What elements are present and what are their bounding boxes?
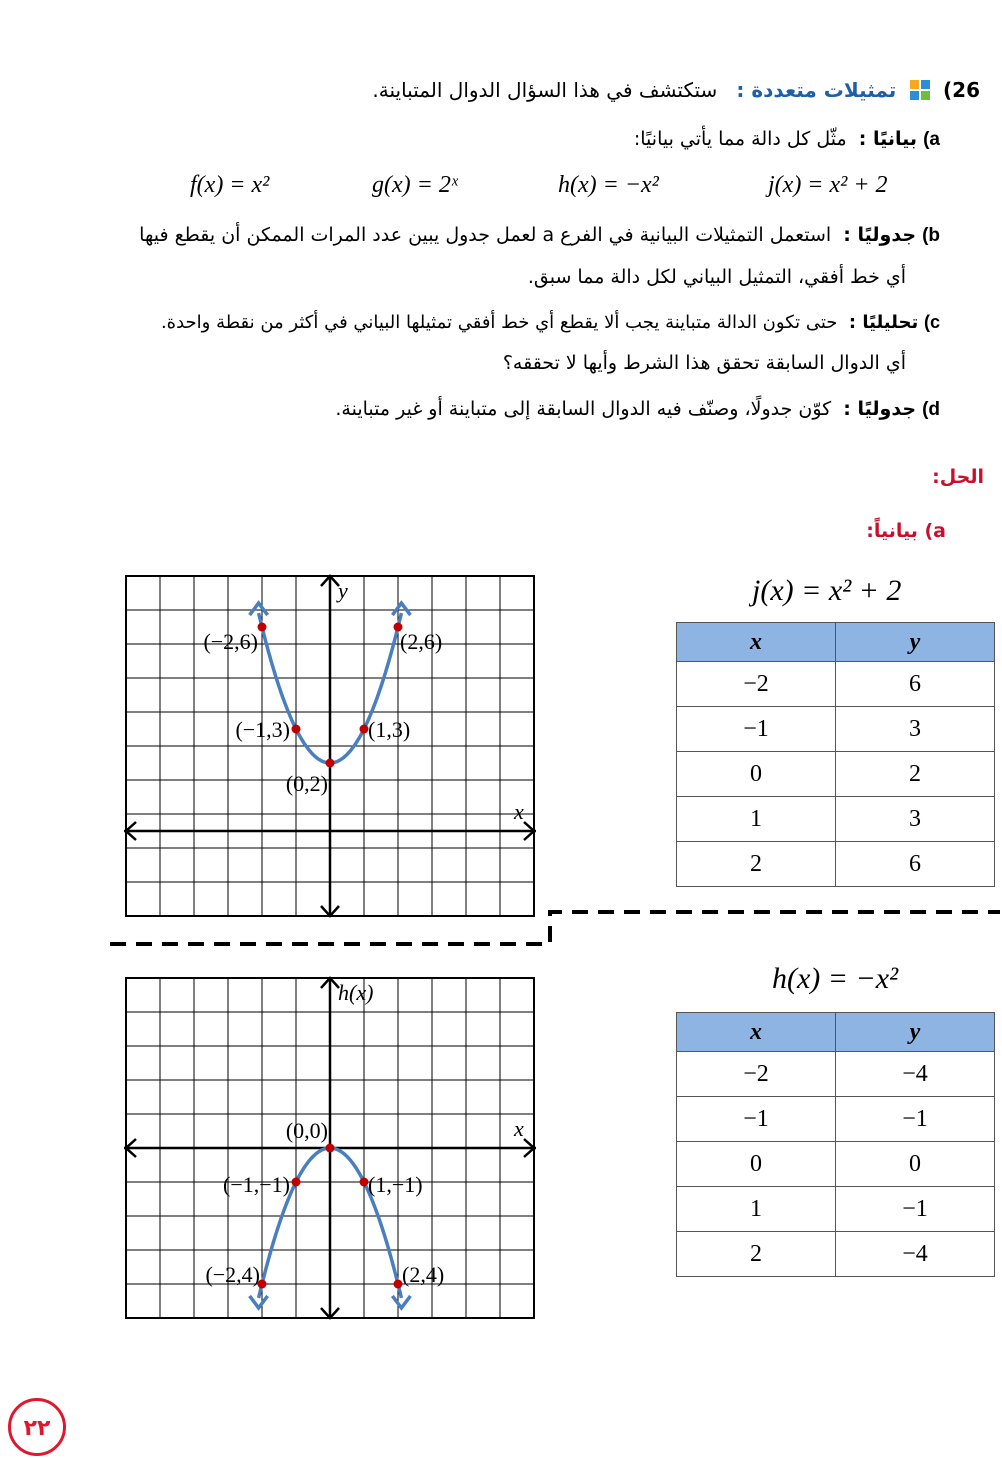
part-label: بيانيًا : [858,128,918,150]
topic-label: تمثيلات متعددة : [736,78,897,102]
table-cell: −1 [836,1187,995,1232]
function-h: h(x) = −x² [558,172,659,198]
graph-h [118,972,538,1340]
table-row [677,842,995,887]
question-number: 26) [943,78,980,102]
table-cell: 6 [836,662,995,707]
data-point [326,1144,335,1153]
part-letter: c) [923,312,940,332]
part-c [10,312,940,333]
question-intro: ستكتشف في هذا السؤال الدوال المتباينة. [372,78,718,102]
part-text: استعمل التمثيلات البيانية في الفرع a لعمل جدول يبين عدد المرات الممكن أن يقطع فيها [139,224,832,246]
point-label: (−2,6) [203,629,258,654]
question-header [20,78,980,102]
table-row [677,1187,995,1232]
dashed-separator [100,902,1002,952]
part-text: كوّن جدولًا، وصنّف فيه الدوال السابقة إلى متباينة أو غير متباينة. [335,398,832,420]
point-label: (0,0) [285,1118,328,1143]
data-point [326,759,335,768]
part-label: جدوليًا : [843,224,917,246]
y-axis-label: y [338,578,348,603]
table-row [677,1142,995,1187]
table-cell: 2 [677,842,836,887]
x-axis-label: x [514,1116,524,1141]
point-label: (1,−1) [368,1172,423,1197]
page-number: ٢٢ [8,1398,66,1456]
part-label: تحليليًا : [848,312,919,333]
table-cell: −4 [836,1052,995,1097]
part-text: مثّل كل دالة مما يأتي بيانيًا: [633,128,847,150]
part-text: حتى تكون الدالة متباينة يجب ألا يقطع أي خط أفقي تمثيلها البياني في أكثر من نقطة واحدة. [160,312,838,333]
y-axis-label: h(x) [338,980,374,1005]
header-cell: x [677,1013,836,1052]
table-cell: 1 [677,1187,836,1232]
table-cell: −2 [677,662,836,707]
table-header-row [677,1013,995,1052]
data-point [258,623,267,632]
table-row [677,1052,995,1097]
graph-j [118,570,538,936]
table-row [677,1232,995,1277]
table-row [677,662,995,707]
header-cell: y [836,1013,995,1052]
table-cell: 0 [677,752,836,797]
solution-part-a: a) بيانياً: [866,520,946,542]
function-j: j(x) = x² + 2 [768,172,888,198]
function-f: f(x) = x² [190,172,270,198]
x-axis-label: x [514,799,524,824]
table-j-title: j(x) = x² + 2 [752,574,902,607]
part-b [10,224,940,247]
function-g: g(x) = 2ˣ [372,172,458,198]
table-cell: 6 [836,842,995,887]
part-d [335,398,940,421]
point-label: (1,3) [368,717,411,742]
table-cell: −4 [836,1232,995,1277]
table-cell: 1 [677,797,836,842]
point-label: (−2,4) [205,1262,260,1287]
part-letter: a) [923,129,940,150]
point-label: (0,2) [285,771,328,796]
table-cell: 0 [677,1142,836,1187]
table-cell: −1 [677,707,836,752]
header-cell: x [677,623,836,662]
part-letter: b) [922,225,940,246]
table-row [677,707,995,752]
table-cell: −1 [677,1097,836,1142]
part-c-line2: أي الدوال السابقة تحقق هذا الشرط وأيها لا تحققه؟ [502,352,906,374]
point-label: (2,4) [402,1262,445,1287]
point-label: (−1,3) [235,717,290,742]
part-letter: d) [922,399,940,420]
table-cell: −1 [836,1097,995,1142]
table-cell: 2 [677,1232,836,1277]
table-cell: 3 [836,797,995,842]
solution-heading: الحل: [932,466,984,488]
table-cell: −2 [677,1052,836,1097]
multiple-representations-icon [909,79,931,101]
data-point [292,725,301,734]
point-label: (2,6) [400,629,443,654]
table-j [676,622,995,887]
data-point [292,1178,301,1187]
table-cell: 2 [836,752,995,797]
table-header-row [677,623,995,662]
table-row [677,752,995,797]
point-label: (−1,−1) [223,1172,290,1197]
table-cell: 0 [836,1142,995,1187]
header-cell: y [836,623,995,662]
table-row [677,1097,995,1142]
table-h [676,1012,995,1277]
part-label: جدوليًا : [843,398,917,420]
part-b-line2: أي خط أفقي، التمثيل البياني لكل دالة مما سبق. [527,266,906,288]
part-a [634,128,940,151]
table-h-title: h(x) = −x² [772,962,899,995]
table-cell: 3 [836,707,995,752]
table-row [677,797,995,842]
